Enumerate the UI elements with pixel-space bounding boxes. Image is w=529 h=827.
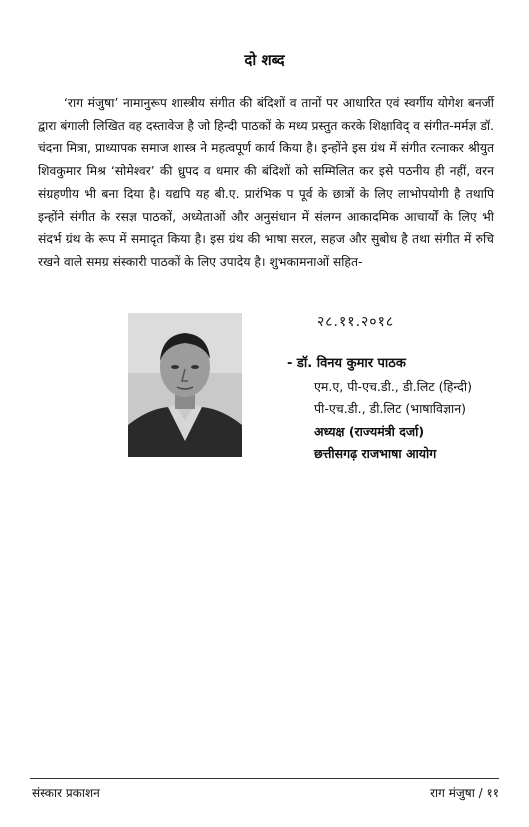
- designation: अध्यक्ष (राज्यमंत्री दर्जा): [314, 423, 425, 439]
- signatory-name: - डॉ. विनय कुमार पाठक: [287, 356, 406, 371]
- footer-publisher: संस्कार प्रकाशन: [32, 786, 100, 800]
- qualification-2: पी-एच.डी., डी.लिट (भाषाविज्ञान): [314, 401, 467, 416]
- qualification-1: एम.ए, पी-एच.डी., डी.लिट (हिन्दी): [314, 378, 472, 394]
- portrait-icon: [128, 313, 242, 457]
- footer-page-ref: राग मंजुषा / ११: [430, 786, 499, 800]
- page-title: दो शब्द: [244, 51, 285, 69]
- date: २८.११.२०१८: [317, 314, 395, 330]
- portrait-photo: [128, 313, 242, 457]
- footer-divider: [30, 778, 499, 779]
- organization: छत्तीसगढ़ राजभाषा आयोग: [314, 446, 437, 461]
- signature-block: [287, 353, 472, 466]
- body-paragraph: ‘राग मंजुषा’ नामानुरूप शास्त्रीय संगीत की बंदिशों व तानों पर आधारित एवं स्वर्गीय योगेश बनर्जी द्वारा बंगाली लिखित वह दस्तावेज है जो हिन्दी पाठकों के मध्य प्रस्तुत करके शिक्षाविद् व संगीत-मर्मज्ञ डॉ. चंदना मित्रा, प्राध्यापक समाज शास्त्र ने महत्वपूर्ण कार्य किया है। इन्होंने इस ग्रंथ में संगीत रत्नाकर श्रीयुत शिवकुमार मिश्र ‘सोमेश्वर’ की ध्रुपद व धमार की बंदिशों को सम्मिलित कर इसे पठनीय ही नहीं, वरन संग्रहणीय भी बना दिया है। यद्यपि यह बी.ए. प्रारंभिक प पूर्व के छात्रों के लिए लाभोपयोगी है तथापि इन्होंने संगीत के रसज्ञ पाठकों, अध्येताओं और अनुसंधान में संलग्न आकादमिक आचार्यों के लिए भी संदर्भ ग्रंथ के रूप में समादृत किया है। इस ग्रंथ की भाषा सरल, सहज और सुबोध है तथा संगीत में रुचि रखने वाले समग्र संस्कारी पाठकों के लिए उपादेय है। शुभकामनाओं सहित-: [38, 96, 494, 269]
